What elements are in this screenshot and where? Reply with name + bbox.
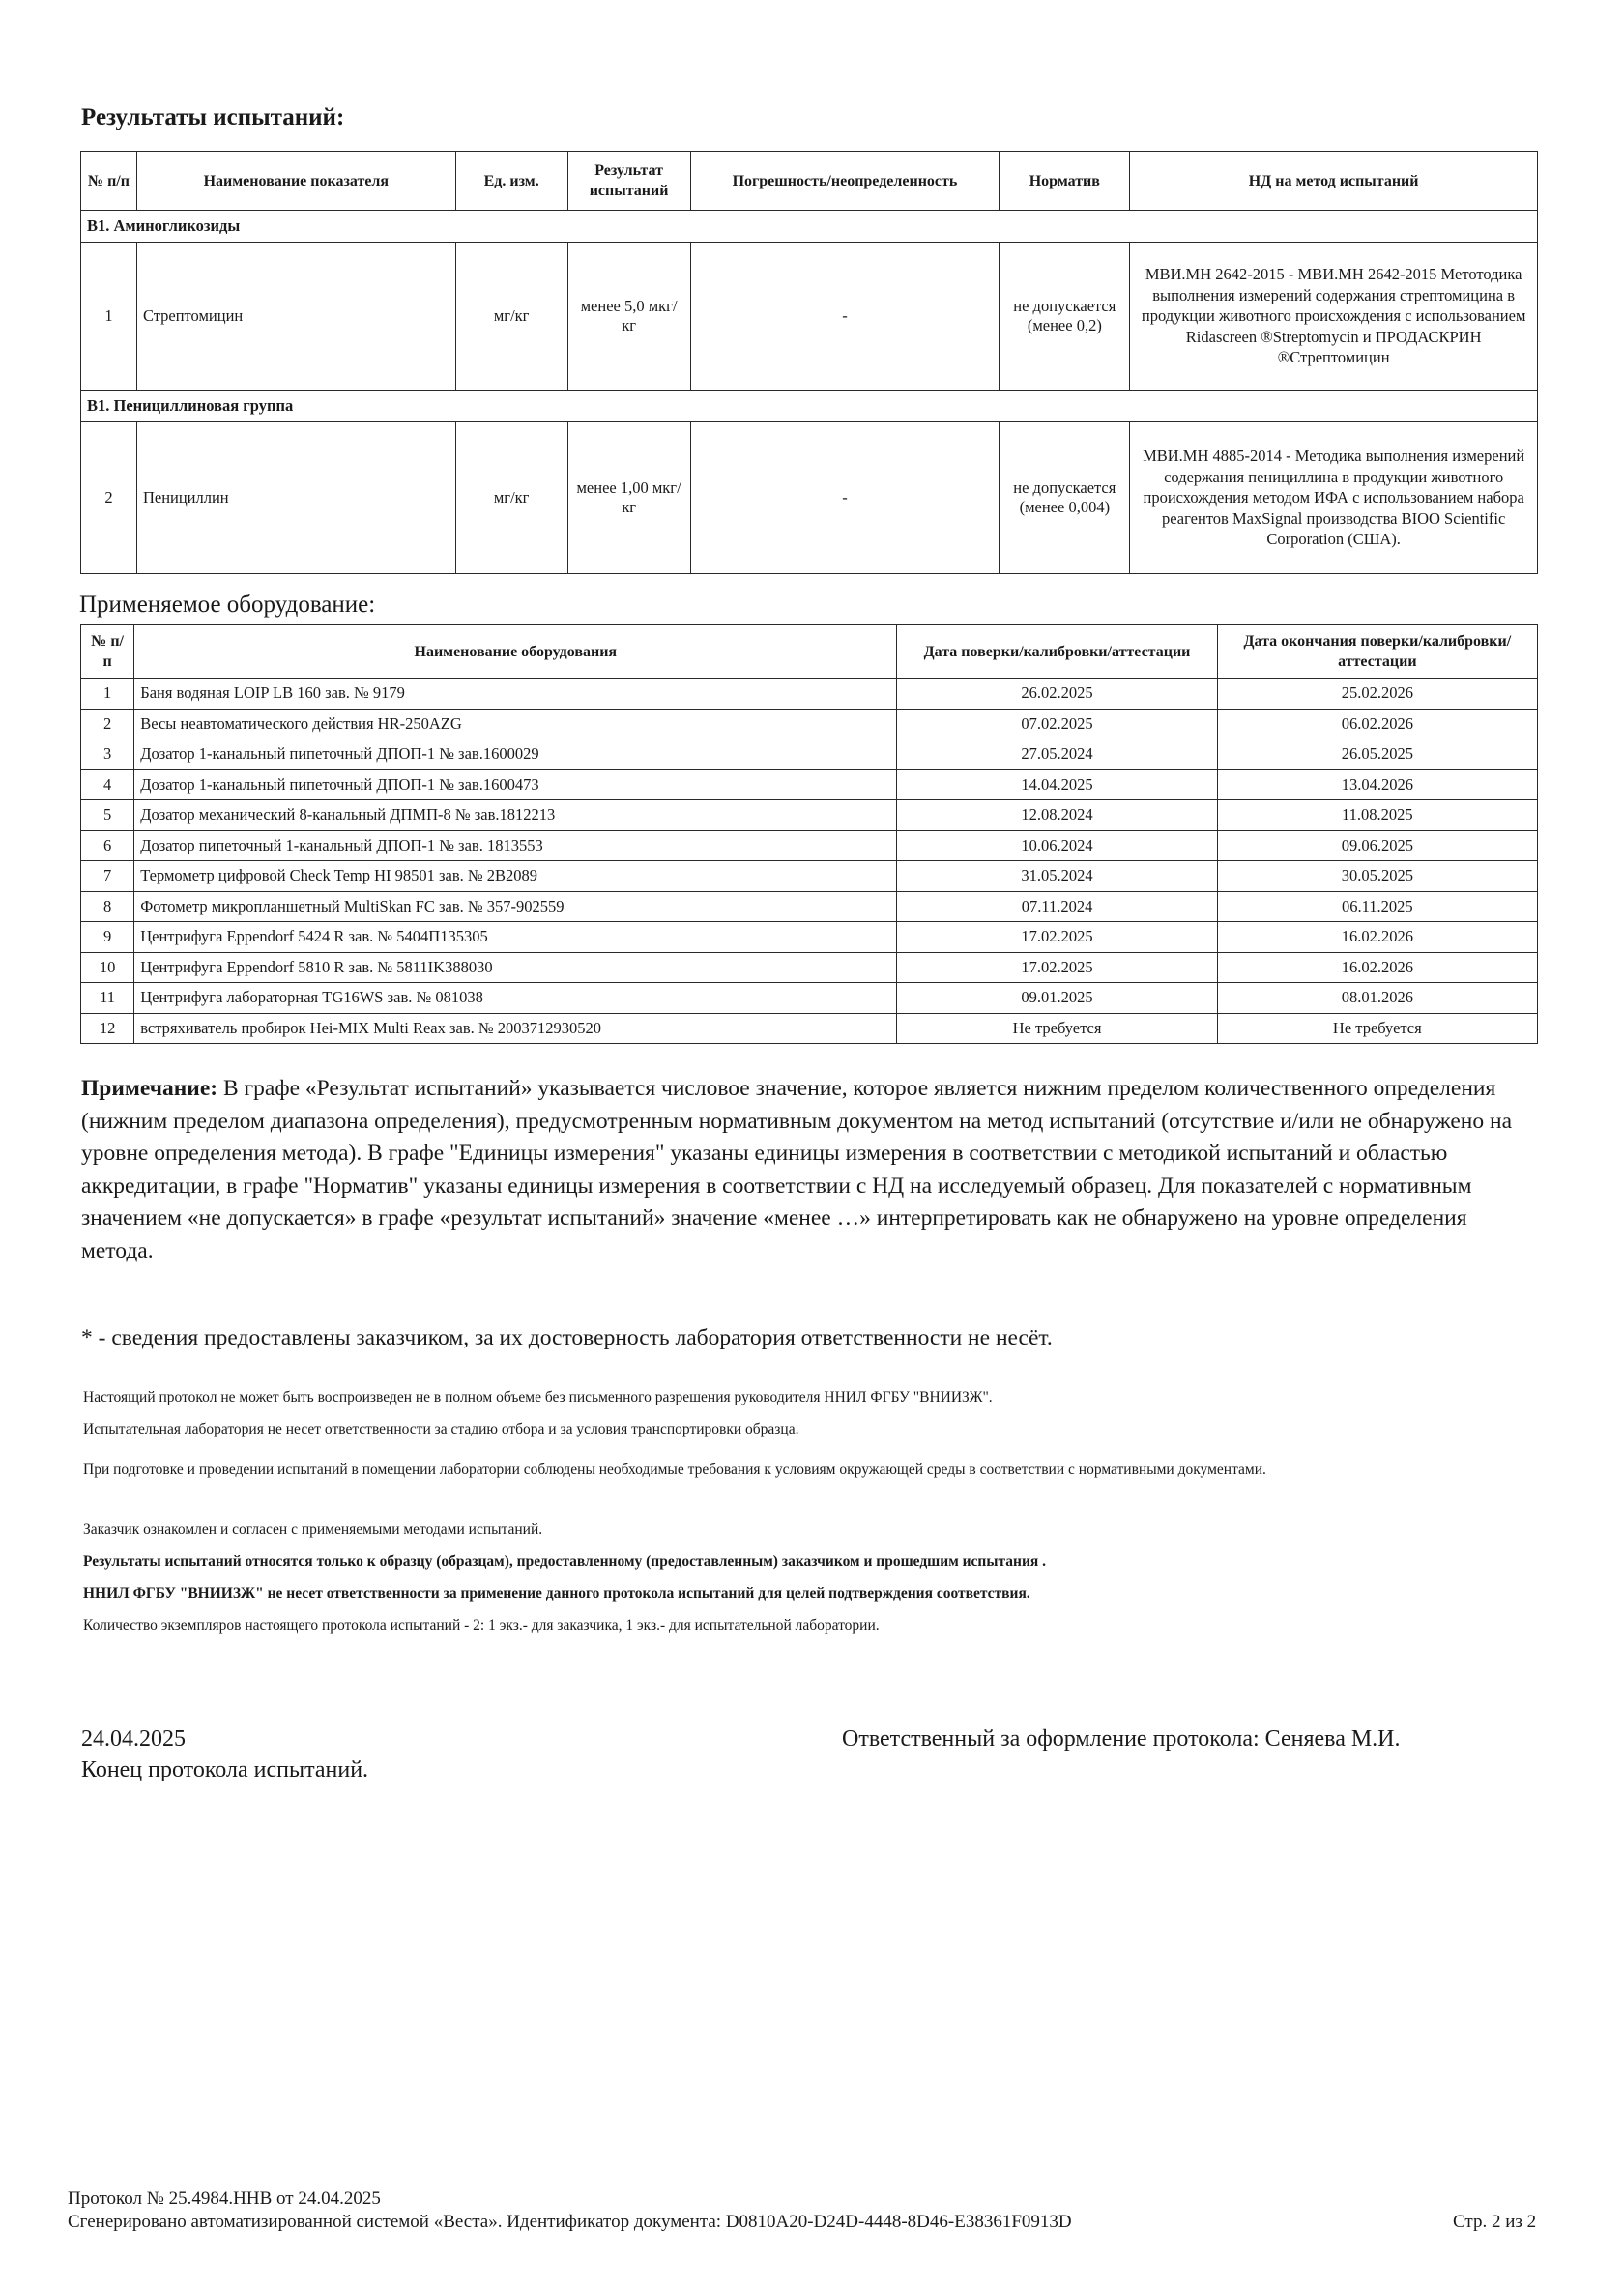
- disclaimer-2: Испытательная лаборатория не несет ответственности за стадию отбора и за условия транспортировки образца.: [83, 1421, 799, 1437]
- equipment-row: [81, 983, 1538, 1014]
- cell-equipment-name: Центрифуга Eppendorf 5810 R зав. № 5811IK388030: [134, 952, 897, 983]
- equipment-row: [81, 861, 1538, 892]
- equipment-header-row: [81, 625, 1538, 679]
- cell-equipment-name: Дозатор механический 8-канальный ДПМП-8 № зав.1812213: [134, 800, 897, 831]
- header-num: № п/п: [81, 152, 137, 211]
- cell-calibration-date: 31.05.2024: [897, 861, 1217, 892]
- equipment-row: [81, 800, 1538, 831]
- cell-calibration-date: 12.08.2024: [897, 800, 1217, 831]
- header-calibration-date: Дата поверки/калибровки/аттестации: [897, 625, 1217, 679]
- cell-num: 12: [81, 1013, 134, 1044]
- cell-equipment-name: Дозатор 1-канальный пипеточный ДПОП-1 № зав.1600029: [134, 739, 897, 770]
- cell-uncertainty: -: [690, 422, 1000, 574]
- equipment-row: [81, 1013, 1538, 1044]
- footer-generated: Сгенерировано автоматизированной системой «Веста». Идентификатор документа: D0810A20-D24D-4448-8D46-E38361F0913D: [68, 2212, 1072, 2232]
- cell-num: 2: [81, 422, 137, 574]
- cell-equipment-name: Баня водяная LOIP LB 160 зав. № 9179: [134, 679, 897, 710]
- result-row: [81, 243, 1538, 391]
- cell-indicator: Стрептомицин: [136, 243, 455, 391]
- group-row: [81, 391, 1538, 422]
- cell-calibration-end: 06.02.2026: [1217, 709, 1537, 739]
- cell-num: 1: [81, 243, 137, 391]
- cell-num: 9: [81, 922, 134, 953]
- footer-page: Стр. 2 из 2: [1453, 2212, 1537, 2232]
- result-row: [81, 422, 1538, 574]
- cell-calibration-date: 07.02.2025: [897, 709, 1217, 739]
- cell-calibration-end: 30.05.2025: [1217, 861, 1537, 892]
- cell-calibration-date: 14.04.2025: [897, 769, 1217, 800]
- cell-calibration-date: 26.02.2025: [897, 679, 1217, 710]
- cell-calibration-end: 09.06.2025: [1217, 830, 1537, 861]
- cell-calibration-end: 16.02.2026: [1217, 952, 1537, 983]
- group-row: [81, 211, 1538, 243]
- cell-calibration-date: 07.11.2024: [897, 891, 1217, 922]
- cell-calibration-end: 16.02.2026: [1217, 922, 1537, 953]
- header-unit: Ед. изм.: [455, 152, 567, 211]
- disclaimer-4: Заказчик ознакомлен и согласен с применяемыми методами испытаний.: [83, 1521, 543, 1538]
- cell-norm: не допускается (менее 0,2): [1000, 243, 1130, 391]
- group-name: В1. Пенициллиновая группа: [81, 391, 1538, 422]
- equipment-rows: [81, 679, 1538, 1044]
- cell-norm: не допускается (менее 0,004): [1000, 422, 1130, 574]
- cell-indicator: Пенициллин: [136, 422, 455, 574]
- cell-equipment-name: Термометр цифровой Check Temp HI 98501 зав. № 2B2089: [134, 861, 897, 892]
- results-table: [80, 151, 1538, 574]
- disclaimer-1: Настоящий протокол не может быть воспроизведен не в полном объеме без письменного разрешения руководителя ННИЛ ФГБУ "ВНИИЗЖ".: [83, 1389, 993, 1405]
- cell-equipment-name: Фотометр микропланшетный MultiSkan FC зав. № 357-902559: [134, 891, 897, 922]
- cell-equipment-name: встряхиватель пробирок Hei-MIX Multi Reax зав. № 2003712930520: [134, 1013, 897, 1044]
- group-name: В1. Аминогликозиды: [81, 211, 1538, 243]
- cell-num: 2: [81, 709, 134, 739]
- cell-num: 8: [81, 891, 134, 922]
- cell-equipment-name: Весы неавтоматического действия HR-250AZG: [134, 709, 897, 739]
- cell-calibration-end: 06.11.2025: [1217, 891, 1537, 922]
- equipment-row: [81, 952, 1538, 983]
- disclaimer-7: Количество экземпляров настоящего протокола испытаний - 2: 1 экз.- для заказчика, 1 экз.- для испытательной лаборатории.: [83, 1617, 880, 1634]
- disclaimer-3: При подготовке и проведении испытаний в помещении лаборатории соблюдены необходимые требования к условиям окружающей среды в соответствии с нормативными документами.: [83, 1462, 1266, 1478]
- cell-equipment-name: Дозатор пипеточный 1-канальный ДПОП-1 № зав. 1813553: [134, 830, 897, 861]
- cell-num: 4: [81, 769, 134, 800]
- cell-calibration-date: 17.02.2025: [897, 952, 1217, 983]
- cell-calibration-end: Не требуется: [1217, 1013, 1537, 1044]
- customer-footnote: * - сведения предоставлены заказчиком, за их достоверность лаборатория ответственности не несёт.: [81, 1325, 1053, 1350]
- cell-calibration-date: 10.06.2024: [897, 830, 1217, 861]
- note-label: Примечание:: [81, 1076, 218, 1101]
- equipment-row: [81, 739, 1538, 770]
- header-equipment-name: Наименование оборудования: [134, 625, 897, 679]
- results-header-row: [81, 152, 1538, 211]
- cell-calibration-end: 08.01.2026: [1217, 983, 1537, 1014]
- disclaimer-6: ННИЛ ФГБУ "ВНИИЗЖ" не несет ответственности за применение данного протокола испытаний для целей подтверждения соответствия.: [83, 1585, 1030, 1602]
- cell-unit: мг/кг: [455, 422, 567, 574]
- header-norm: Норматив: [1000, 152, 1130, 211]
- header-uncertainty: Погрешность/неопределенность: [690, 152, 1000, 211]
- cell-calibration-date: 09.01.2025: [897, 983, 1217, 1014]
- equipment-row: [81, 769, 1538, 800]
- end-of-protocol: Конец протокола испытаний.: [81, 1757, 369, 1782]
- cell-num: 7: [81, 861, 134, 892]
- cell-num: 6: [81, 830, 134, 861]
- equipment-title: Применяемое оборудование:: [79, 592, 376, 618]
- note-paragraph: [81, 1073, 1541, 1267]
- cell-result: менее 5,0 мкг/кг: [567, 243, 690, 391]
- cell-calibration-end: 13.04.2026: [1217, 769, 1537, 800]
- cell-unit: мг/кг: [455, 243, 567, 391]
- cell-equipment-name: Дозатор 1-канальный пипеточный ДПОП-1 № зав.1600473: [134, 769, 897, 800]
- cell-calibration-end: 25.02.2026: [1217, 679, 1537, 710]
- cell-method: МВИ.МН 4885-2014 - Методика выполнения измерений содержания пенициллина в продукции животного происхождения методом ИФА с использованием набора реагентов MaxSignal производства BIOO Scientific Corporation (США).: [1130, 422, 1538, 574]
- equipment-row: [81, 891, 1538, 922]
- disclaimer-5: Результаты испытаний относятся только к образцу (образцам), предоставленному (предоставленным) заказчиком и прошедшим испытания .: [83, 1553, 1047, 1570]
- cell-num: 11: [81, 983, 134, 1014]
- responsible-person: Ответственный за оформление протокола: Сеняева М.И.: [842, 1726, 1401, 1752]
- header-result: Результат испытаний: [567, 152, 690, 211]
- equipment-row: [81, 679, 1538, 710]
- header-method: НД на метод испытаний: [1130, 152, 1538, 211]
- cell-equipment-name: Центрифуга лабораторная TG16WS зав. № 081038: [134, 983, 897, 1014]
- cell-num: 3: [81, 739, 134, 770]
- equipment-row: [81, 709, 1538, 739]
- cell-calibration-end: 11.08.2025: [1217, 800, 1537, 831]
- cell-num: 1: [81, 679, 134, 710]
- header-indicator: Наименование показателя: [136, 152, 455, 211]
- header-num: № п/п: [81, 625, 134, 679]
- footer-protocol: Протокол № 25.4984.ННВ от 24.04.2025: [68, 2188, 381, 2209]
- cell-method: МВИ.МН 2642-2015 - МВИ.МН 2642-2015 Метотодика выполнения измерений содержания стрептомицина в продукции животного происхождения с использованием Ridascreen ®Streptomycin и ПРОДАСКРИН ®Стрептомицин: [1130, 243, 1538, 391]
- equipment-row: [81, 922, 1538, 953]
- cell-num: 10: [81, 952, 134, 983]
- cell-calibration-date: 27.05.2024: [897, 739, 1217, 770]
- cell-calibration-date: 17.02.2025: [897, 922, 1217, 953]
- signature-date: 24.04.2025: [81, 1726, 186, 1752]
- cell-uncertainty: -: [690, 243, 1000, 391]
- cell-calibration-end: 26.05.2025: [1217, 739, 1537, 770]
- cell-calibration-date: Не требуется: [897, 1013, 1217, 1044]
- equipment-row: [81, 830, 1538, 861]
- equipment-table: [80, 624, 1538, 1044]
- header-calibration-end: Дата окончания поверки/калибровки/аттестации: [1217, 625, 1537, 679]
- cell-num: 5: [81, 800, 134, 831]
- cell-result: менее 1,00 мкг/кг: [567, 422, 690, 574]
- cell-equipment-name: Центрифуга Eppendorf 5424 R зав. № 5404П135305: [134, 922, 897, 953]
- note-text: В графе «Результат испытаний» указывается числовое значение, которое является нижним пределом количественного определения (нижним пределом диапазона определения), предусмотренным нормативным документом на метод испытаний (отсутствие и/или не обнаружено на уровне определения метода). В графе "Единицы измерения" указаны единицы измерения в соответствии с методикой испытаний и областью аккредитации, в графе "Норматив" указаны единицы измерения в соответствии с НД на исследуемый образец. Для показателей с нормативным значением «не допускается» в графе «результат испытаний» значение «менее …» интерпретировать как не обнаружено на уровне определения метода.: [81, 1076, 1513, 1263]
- results-title: Результаты испытаний:: [81, 104, 345, 130]
